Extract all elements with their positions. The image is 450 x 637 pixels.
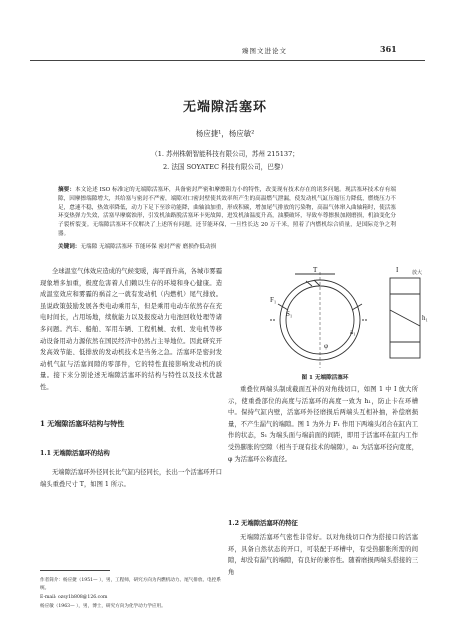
affiliation-1: （1. 苏州株朝智能科技有限公司，苏州 215137；: [151, 150, 299, 158]
label-enlarged: 放大: [412, 271, 423, 276]
keywords: [58, 242, 396, 250]
authors: 杨应捷¹，杨应敏²: [195, 129, 255, 138]
section-heading-1-2: 1.2 无端隙活塞环的特征: [228, 520, 298, 527]
detail-diagonal: [390, 310, 420, 326]
affiliation-2: 2. 法国 SOYATEC 科技有限公司，巴黎）: [162, 163, 288, 171]
running-header-title: 臻图文进论文: [242, 47, 287, 55]
ring-gap-cut-2: [314, 280, 320, 286]
article-title: 无端隙活塞环: [182, 100, 267, 115]
label-phi: φ: [324, 342, 329, 350]
keywords-label: 关键词：: [58, 244, 81, 250]
ring-drawing: [270, 272, 368, 368]
page-number: 361: [380, 44, 397, 54]
intro-paragraph: 全球温室气体效应造成的气候变暖，海平面升高，各城市雾霾现象增多加重，极度危害着人们赖以生存的环境和身心健康。造成温室效应和雾霾的祸首之一就有发动机（内燃机）尾气排放。虽说政策鼓励发展各类电动乘用车，但是乘用电动车依然存在充电时间长，占用场地，续航能力以及报废动力电池回收处理等诸多问题。汽车、船舶、军用车辆、工程机械、农机、发电机等移动设备用动力源依然在国民经济中仍然占主导地位。因此研究开发高效节能、低排放的发动机技术是当务之急。活塞环是密封发动机气缸与活塞间隙的零部件，它的特性直接影响发动机的质量。接下来分别论述无端隙活塞环的结构与特性以及技术优越性。: [40, 268, 223, 391]
footnote-rule: [40, 570, 110, 571]
abstract: [58, 186, 396, 239]
paragraph-right-1: 重叠位两端头制成截面互补的对角线切口，如图 1 中 I 放大所示，使重叠部位的高度与活塞环的高度一致为 h₁，防止卡在环槽中。保持气缸内壁，活塞环外径磨损后两端头互相补抽，补偿磨损量，不产生漏气的端隙。图 1 为外力 F₁ 作用下两端头闭合在缸内工作的状态，S₁ 为端头面与端前面的间距，即用于活塞环在缸内工作受热膨胀的空隙（相当于现有技术的端隙），a₁ 为活塞环径向宽度，φ 为活塞环公称直径。: [228, 386, 418, 463]
keywords-text: 无端隙 无端隙活塞环 节能环保 密封严密 磨损作低动损: [80, 244, 217, 250]
abstract-label: 摘要：: [58, 187, 76, 193]
label-F1: F₁: [270, 296, 277, 304]
label-h1: h₁: [422, 314, 428, 322]
section-heading-1-1: 1.1 无端隙活塞环的结构: [40, 450, 110, 457]
figure-caption: 图 1 无端隙活塞环: [301, 375, 349, 381]
label-T: T: [313, 266, 318, 274]
label-S1: S₁: [286, 310, 293, 318]
section-heading-1: 1 无端隙活塞环结构与特性: [40, 419, 125, 428]
label-I: I: [396, 266, 399, 274]
paragraph-1-1: 无端隙活塞环外径同长比气缸内径同长，长出一个活塞环开口端头重叠尺寸 T，如图 1 所示。: [40, 469, 223, 488]
header-rule: [30, 60, 425, 61]
paragraph-1-2: 无端隙活塞环气密性非常好。以对角线切口作为搭接口的活塞环，具备自然状态的开口，可装配于环槽中，有受热膨胀所需的间隙，却没有漏气的端隙，有良好的兼容性。随着磨损两端头搭接的三角: [228, 534, 418, 576]
label-a1: a₁: [350, 328, 356, 336]
footnote-email: E-mail: ozsy1b808@126.com: [40, 595, 108, 600]
footnote-author-1: 作者简介：杨应捷（1951— ），男，工程师，研究方向为内燃机动力、尾气排放、电控系统。: [40, 578, 221, 591]
piston-ring-figure: [250, 264, 440, 372]
abstract-text: 本文论述 ISO 标准定的无端隙活塞环，具备密封严密和摩擦阻力小的特性，改变现有技术存在的诸多问题。现活塞环技术存有端隙，因摩擦端隙增大，其给塞与密封不严密，端隙对口密封壁使其效率所产生的高温燃气泄漏，使发动机气缸压缩压力降低，燃烧压力不足，怠速不稳，热效率降低，动力下足下至诊功能降，曲轴油加重，形成积碳，增加尾气排放的污染物，高温气体窜入曲轴箱时，使活塞环变热弹力失效，活塞早摩腐蚀形，引发机油路脱活塞环卡死故障，进发机油温度升高，油膜破坏，导致车尊擦损加剧磨损，机油变化分子裂析裂变。无端隙活塞环不仅解决了上述所有问题，还节能环保，一旦性长达 20 万千米，照着了内燃机综合质量，是国际竞争之利器。: [58, 187, 396, 237]
footnote-author-2: 杨应敏（1963— ），男，博士，研究方向为化学动力学应用。: [40, 604, 166, 609]
detail-view: [390, 278, 420, 358]
